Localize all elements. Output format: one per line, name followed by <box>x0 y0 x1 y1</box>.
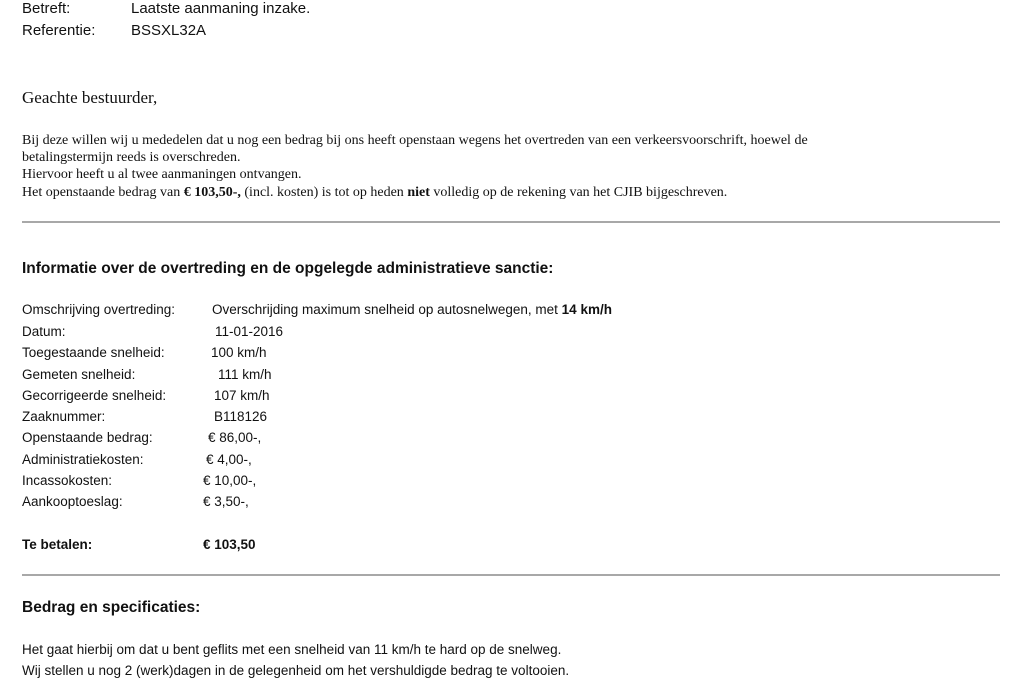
allowed-speed-label: Toegestaande snelheid: <box>22 345 165 360</box>
admin-costs-label: Administratiekosten: <box>22 452 144 467</box>
divider <box>22 574 1000 576</box>
date-label: Datum: <box>22 324 66 339</box>
subject-value: Laatste aanmaning inzake. <box>131 0 311 17</box>
admin-costs-value: € 4,00-, <box>206 452 252 467</box>
date-value: 11-01-2016 <box>215 324 284 339</box>
description-value <box>212 302 612 317</box>
allowed-speed-value: 100 km/h <box>211 345 267 360</box>
measured-speed-label: Gemeten snelheid: <box>22 367 136 382</box>
corrected-speed-value: 107 km/h <box>214 388 270 403</box>
intro-line-4 <box>22 184 727 201</box>
intro-line-2: betalingstermijn reeds is overschreden. <box>22 150 241 165</box>
intro-line-3: Hiervoor heeft u al twee aanmaningen ontvangen. <box>22 167 302 182</box>
surcharge-label: Aankooptoeslag: <box>22 494 123 509</box>
total-label: Te betalen: <box>22 537 93 552</box>
intro-line-4-post: volledig op de rekening van het CJIB bijgeschreven. <box>429 185 728 200</box>
specs-line-2: Wij stellen u nog 2 (werk)dagen in de gelegenheid om het vershuldigde bedrag te voltooien. <box>22 663 570 678</box>
collection-costs-value: € 10,00-, <box>203 473 257 488</box>
intro-line-1: Bij deze willen wij u mededelen dat u nog een bedrag bij ons heeft openstaan wegens het overtreden van een verkeersvoorschrift, hoewel de <box>22 133 808 148</box>
measured-speed-value: 111 km/h <box>218 367 272 382</box>
outstanding-label: Openstaande bedrag: <box>22 430 153 445</box>
outstanding-value: € 86,00-, <box>208 430 262 445</box>
specs-heading: Bedrag en specificaties: <box>22 599 201 616</box>
intro-line-4-pre: Het openstaande bedrag van <box>22 185 184 200</box>
description-speed-excess: 14 km/h <box>561 302 612 317</box>
description-label: Omschrijving overtreding: <box>22 302 176 317</box>
outstanding-amount: € 103,50-, <box>183 185 241 200</box>
case-number-value: B118126 <box>214 409 268 424</box>
intro-line-4-mid: (incl. kosten) is tot op heden <box>240 185 408 200</box>
divider <box>22 221 1000 223</box>
description-text: Overschrijding maximum snelheid op autosnelwegen, met <box>212 302 562 317</box>
specs-line-1: Het gaat hierbij om dat u bent geflits met een snelheid van 11 km/h te hard op de snelweg. <box>22 642 562 657</box>
case-number-label: Zaaknummer: <box>22 409 106 424</box>
info-heading: Informatie over de overtreding en de opgelegde administratieve sanctie: <box>22 260 554 277</box>
collection-costs-label: Incassokosten: <box>22 473 113 488</box>
subject-label: Betreft: <box>22 0 71 17</box>
surcharge-value: € 3,50-, <box>203 494 249 509</box>
reference-value: BSSXL32A <box>131 22 207 39</box>
total-value: € 103,50 <box>203 537 256 552</box>
reference-label: Referentie: <box>22 22 96 39</box>
greeting: Geachte bestuurder, <box>22 88 158 107</box>
emphasis-niet: niet <box>407 185 430 200</box>
corrected-speed-label: Gecorrigeerde snelheid: <box>22 388 167 403</box>
